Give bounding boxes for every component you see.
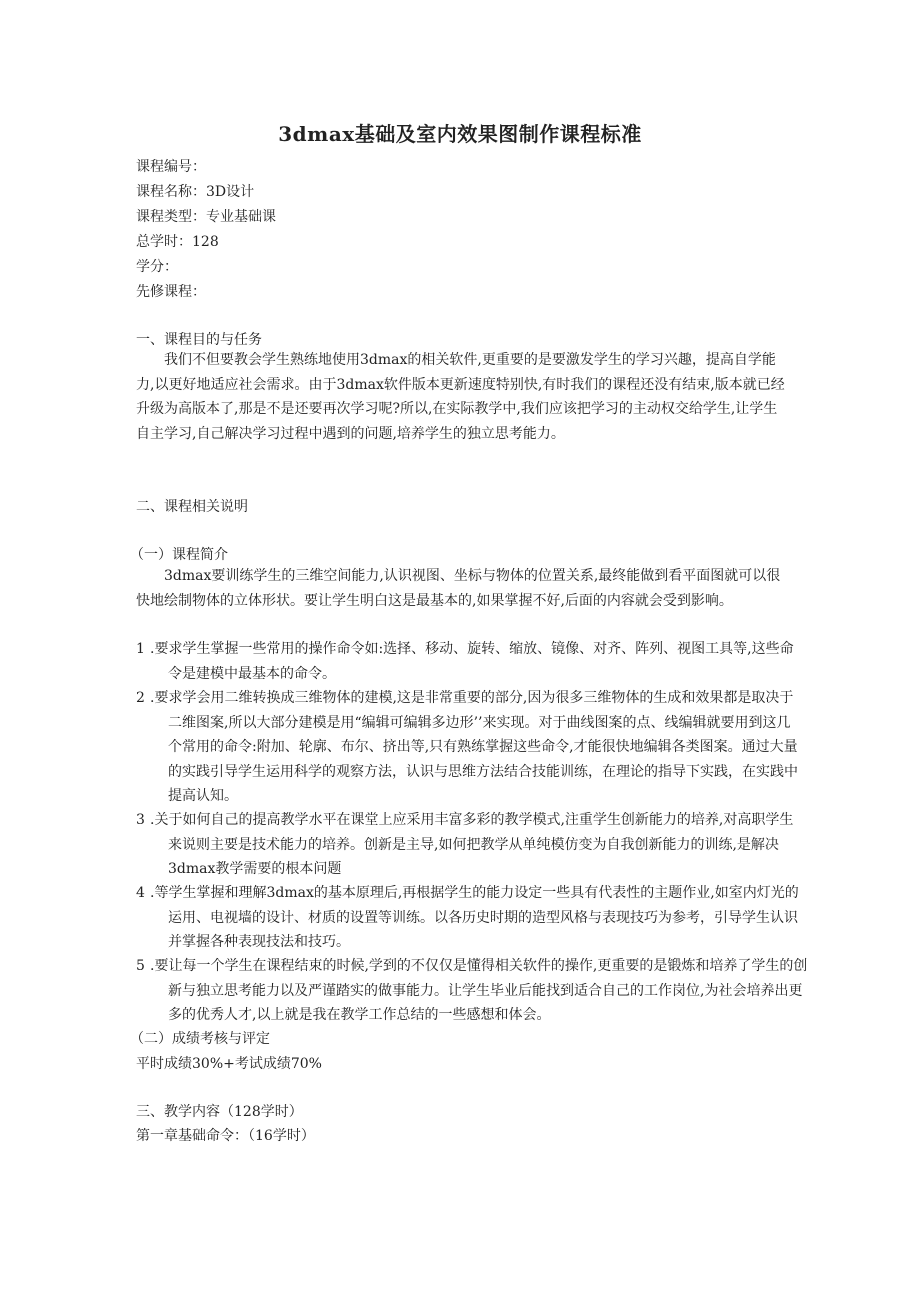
section3-heading: 三、教学内容（128学时） bbox=[136, 1104, 303, 1120]
list-item-4-number: 4 bbox=[136, 885, 145, 901]
list-item-3-text: .关于如何自己的提高教学水平在课堂上应采用丰富多彩的教学模式,注重学生创新能力的培养,对高职学生来说则主要是技术能力的培养。创新是主导,如何把教学从单纯模仿变为自我创新能力的训练,是解决3dmax教学需要的根本问题 bbox=[150, 812, 794, 878]
subsection-grading-heading: （二）成绩考核与评定 bbox=[130, 1031, 270, 1047]
grading-text: 平时成绩30%+考试成绩70% bbox=[136, 1056, 322, 1072]
list-item-3-number: 3 bbox=[136, 812, 145, 828]
section2-heading: 二、课程相关说明 bbox=[136, 499, 248, 515]
meta-course-code: 课程编号： bbox=[136, 159, 206, 175]
list-item-4-text: .等学生掌握和理解3dmax的基本原理后,再根据学生的能力设定一些具有代表性的主题作业,如室内灯光的运用、电视墙的设计、材质的设置等训练。以各历史时期的造型风格与表现技巧为参考，引导学生认识并掌握各种表现技法和技巧。 bbox=[150, 885, 799, 951]
section1-body: 我们不但要教会学生熟练地使用3dmax的相关软件,更重要的是要激发学生的学习兴趣，提高自学能力,以更好地适应社会需求。由于3dmax软件版本更新速度特别快,有时我们的课程还没有结束,版本就已经升级为高版本了,那是不是还要再次学习呢?所以,在实际教学中,我们应该把学习的主动权交给学生,让学生自主学习,自己解决学习过程中遇到的问题,培养学生的独立思考能力。 bbox=[136, 352, 785, 442]
meta-course-name: 课程名称：3D设计 bbox=[136, 184, 255, 200]
section1-heading: 一、课程目的与任务 bbox=[136, 332, 262, 348]
list-item-1-number: 1 bbox=[136, 641, 145, 657]
list-item-5-text: .要让每一个学生在课程结束的时候,学到的不仅仅是懂得相关软件的操作,更重要的是锻炼和培养了学生的创新与独立思考能力以及严谨踏实的做事能力。让学生毕业后能找到适合自己的工作岗位,为社会培养出更多的优秀人才,以上就是我在教学工作总结的一些感想和体会。 bbox=[150, 958, 808, 1024]
meta-prerequisites: 先修课程： bbox=[136, 284, 206, 300]
subsection-intro-heading: （一）课程简介 bbox=[130, 547, 228, 563]
meta-course-type: 课程类型：专业基础课 bbox=[136, 209, 276, 225]
list-item-2-text: .要求学会用二维转换成三维物体的建模,这是非常重要的部分,因为很多三维物体的生成和效果都是取决于二维图案,所以大部分建模是用“编辑可编辑多边形’’来实现。对于曲线图案的点、线编辑就要用到这几个常用的命令:附加、轮廓、布尔、挤出等,只有熟练掌握这些命令,才能很快地编辑各类图案。通过大量的实践引导学生运用科学的观察方法，认识与思维方法结合技能训练，在理论的指导下实践，在实践中提高认知。 bbox=[150, 690, 798, 805]
list-item-2-number: 2 bbox=[136, 690, 145, 706]
course-intro-body: 3dmax要训练学生的三维空间能力,认识视图、坐标与物体的位置关系,最终能做到看平面图就可以很快地绘制物体的立体形状。要让学生明白这是最基本的,如果掌握不好,后面的内容就会受到影响。 bbox=[136, 568, 781, 609]
meta-total-hours: 总学时：128 bbox=[136, 234, 219, 250]
document-title: 3dmax基础及室内效果图制作课程标准 bbox=[278, 122, 642, 146]
list-item-5-number: 5 bbox=[136, 958, 145, 974]
list-item-1-text: .要求学生掌握一些常用的操作命令如:选择、移动、旋转、缩放、镜像、对齐、阵列、视图工具等,这些命令是建模中最基本的命令。 bbox=[150, 641, 794, 682]
meta-credits: 学分： bbox=[136, 259, 178, 275]
chapter1-heading: 第一章基础命令：（16学时） bbox=[136, 1128, 315, 1144]
